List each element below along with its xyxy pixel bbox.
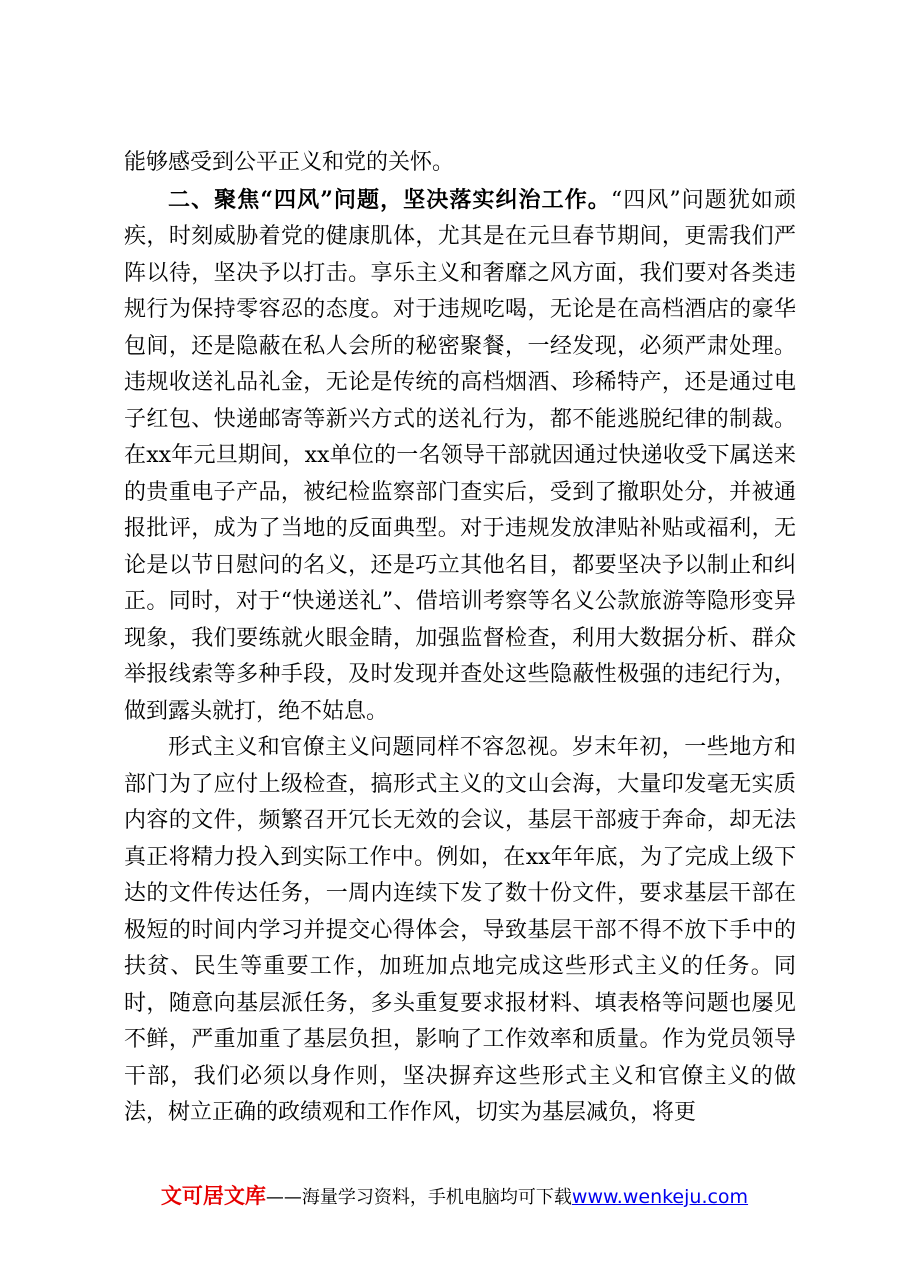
paragraph-continuation: 能够感受到公平正义和党的关怀。	[124, 150, 455, 175]
footer-link[interactable]: www.wenkeju.com	[571, 1186, 749, 1208]
page-footer	[0, 1180, 909, 1210]
footer-brand: 文可居文库	[160, 1184, 266, 1208]
paragraph-section-2	[124, 182, 796, 731]
document-body	[124, 145, 796, 1132]
footer-slogan: ——海量学习资料，手机电脑均可下载	[265, 1187, 572, 1208]
paragraph-formalism: 形式主义和官僚主义问题同样不容忽视。岁末年初，一些地方和部门为了应付上级检查，搞形式主义的文山会海，大量印发毫无实质内容的文件，频繁召开冗长无效的会议，基层干部疲于奔命，却无法真正将精力投入到实际工作中。例如，在xx年年底，为了完成上级下达的文件传达任务，一周内连续下发了数十份文件，要求基层干部在极短的时间内学习并提交心得体会，导致基层干部不得不放下手中的扶贫、民生等重要工作，加班加点地完成这些形式主义的任务。同时，随意向基层派任务，多头重复要求报材料、填表格等问题也屡见不鲜，严重加重了基层负担，影响了工作效率和质量。作为党员领导干部，我们必须以身作则，坚决摒弃这些形式主义和官僚主义的做法，树立正确的政绩观和工作作风，切实为基层减负，将更	[124, 735, 796, 1125]
section-text: “四风”问题犹如顽疾，时刻威胁着党的健康肌体，尤其是在元旦春节期间，更需我们严阵以待，坚决予以打击。享乐主义和奢靡之风方面，我们要对各类违规行为保持零容忍的态度。对于违规吃喝，无论是在高档酒店的豪华包间，还是隐蔽在私人会所的秘密聚餐，一经发现，必须严肃处理。违规收送礼品礼金，无论是传统的高档烟酒、珍稀特产，还是通过电子红包、快递邮寄等新兴方式的送礼行为，都不能逃脱纪律的制裁。在xx年元旦期间，xx单位的一名领导干部就因通过快递收受下属送来的贵重电子产品，被纪检监察部门查实后，受到了撤职处分，并被通报批评，成为了当地的反面典型。对于违规发放津贴补贴或福利，无论是以节日慰问的名义，还是巧立其他名目，都要坚决予以制止和纠正。同时，对于“快递送礼”、借培训考察等名义公款旅游等隐形变异现象，我们要练就火眼金睛，加强监督检查，利用大数据分析、群众举报线索等多种手段，及时发现并查处这些隐蔽性极强的违纪行为，做到露头就打，绝不姑息。	[124, 187, 796, 724]
section-heading: 二、聚焦“四风”问题，坚决落实纠治工作。	[168, 186, 611, 213]
